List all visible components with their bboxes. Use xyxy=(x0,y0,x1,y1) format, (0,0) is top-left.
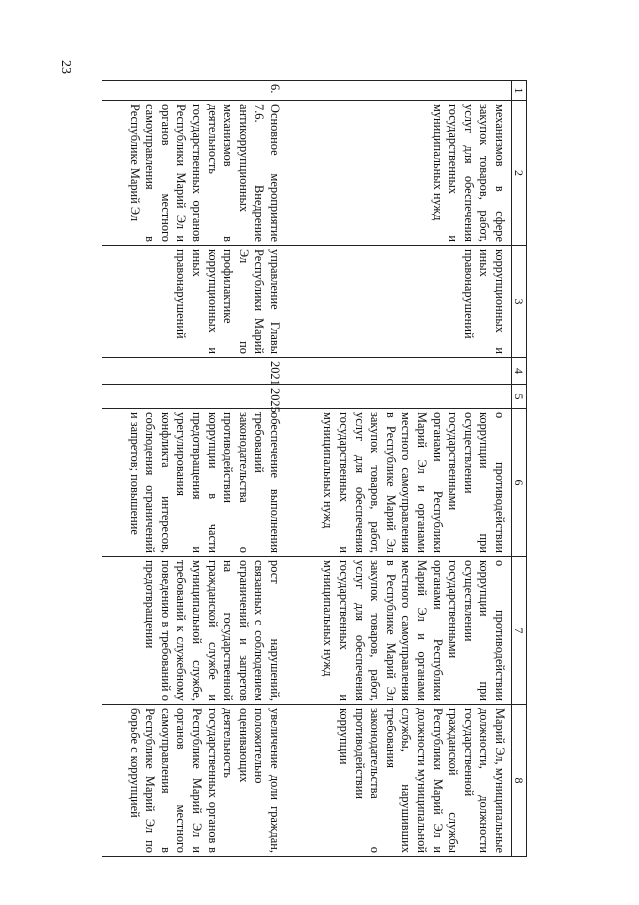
col-header-6: 6 xyxy=(512,409,527,557)
end-year: 2025 xyxy=(102,385,292,409)
measure-name: механизмов в сфере закупок товаров, работ, услуг для обеспечения государственных и муниципальных нужд xyxy=(292,101,511,246)
col-header-7: 7 xyxy=(512,557,527,705)
col-header-1: 1 xyxy=(512,81,527,101)
page-number: 23 xyxy=(58,60,73,74)
start-year xyxy=(292,358,511,385)
executor: управление Главы Республики Марий Эл по профилактике коррупционных и иных правонарушений xyxy=(102,246,292,358)
col-header-5: 5 xyxy=(512,385,527,409)
indicator-link: увеличение доли граждан, положительно оценивающих деятельность государственных органов в Республике Марий Эл и органов местного самоуправления в Республике Марий Эл по борьбе с коррупцией xyxy=(102,705,292,857)
program-table xyxy=(102,80,527,857)
indicator-link: Марий Эл, муниципальные должности, должности государственной гражданской службы Республики Марий Эл и должности муниципальной службы, нарушивших требования законодательства о противодействии коррупции xyxy=(292,705,511,857)
row-number: 6. xyxy=(102,81,292,101)
col-header-8: 8 xyxy=(512,705,527,857)
measure-name: Основное мероприятие 7.6. Внедрение антикоррупционных механизмов в деятельность государственных органов Республики Марий Эл и органов местного самоуправления в Республике Марий Эл xyxy=(102,101,292,246)
start-year: 2021 xyxy=(102,358,292,385)
non-implementation-consequences: о противодействии коррупции при осуществлении государственными органами Республики Марий Эл и органами местного самоуправления в Республике Марий Эл закупок товаров, работ, услуг для обеспечения государственных и муниципальных нужд xyxy=(292,557,511,705)
expected-result: о противодействии коррупции при осуществлении государственными органами Республики Марий Эл и органами местного самоуправления в Республике Марий Эл закупок товаров, работ, услуг для обеспечения государственных и муниципальных нужд xyxy=(292,409,511,557)
table-row xyxy=(102,81,292,857)
col-header-2: 2 xyxy=(512,101,527,246)
row-number xyxy=(292,81,511,101)
col-header-4: 4 xyxy=(512,358,527,385)
non-implementation-consequences: рост нарушений, связанных с соблюдением ограничений и запретов на государственной гражданской службе и муниципальной службе, требований к служебному поведению в требований о предотвращении xyxy=(102,557,292,705)
executor: коррупционных и иных правонарушений xyxy=(292,246,511,358)
end-year xyxy=(292,385,511,409)
col-header-3: 3 xyxy=(512,246,527,358)
expected-result: обеспечение выполнения требований законодательства о противодействии коррупции в части предотвращения и урегулирования конфликта интересов, соблюдения ограничений и запретов; повышение xyxy=(102,409,292,557)
column-number-row xyxy=(512,81,527,857)
table-row xyxy=(292,81,511,857)
